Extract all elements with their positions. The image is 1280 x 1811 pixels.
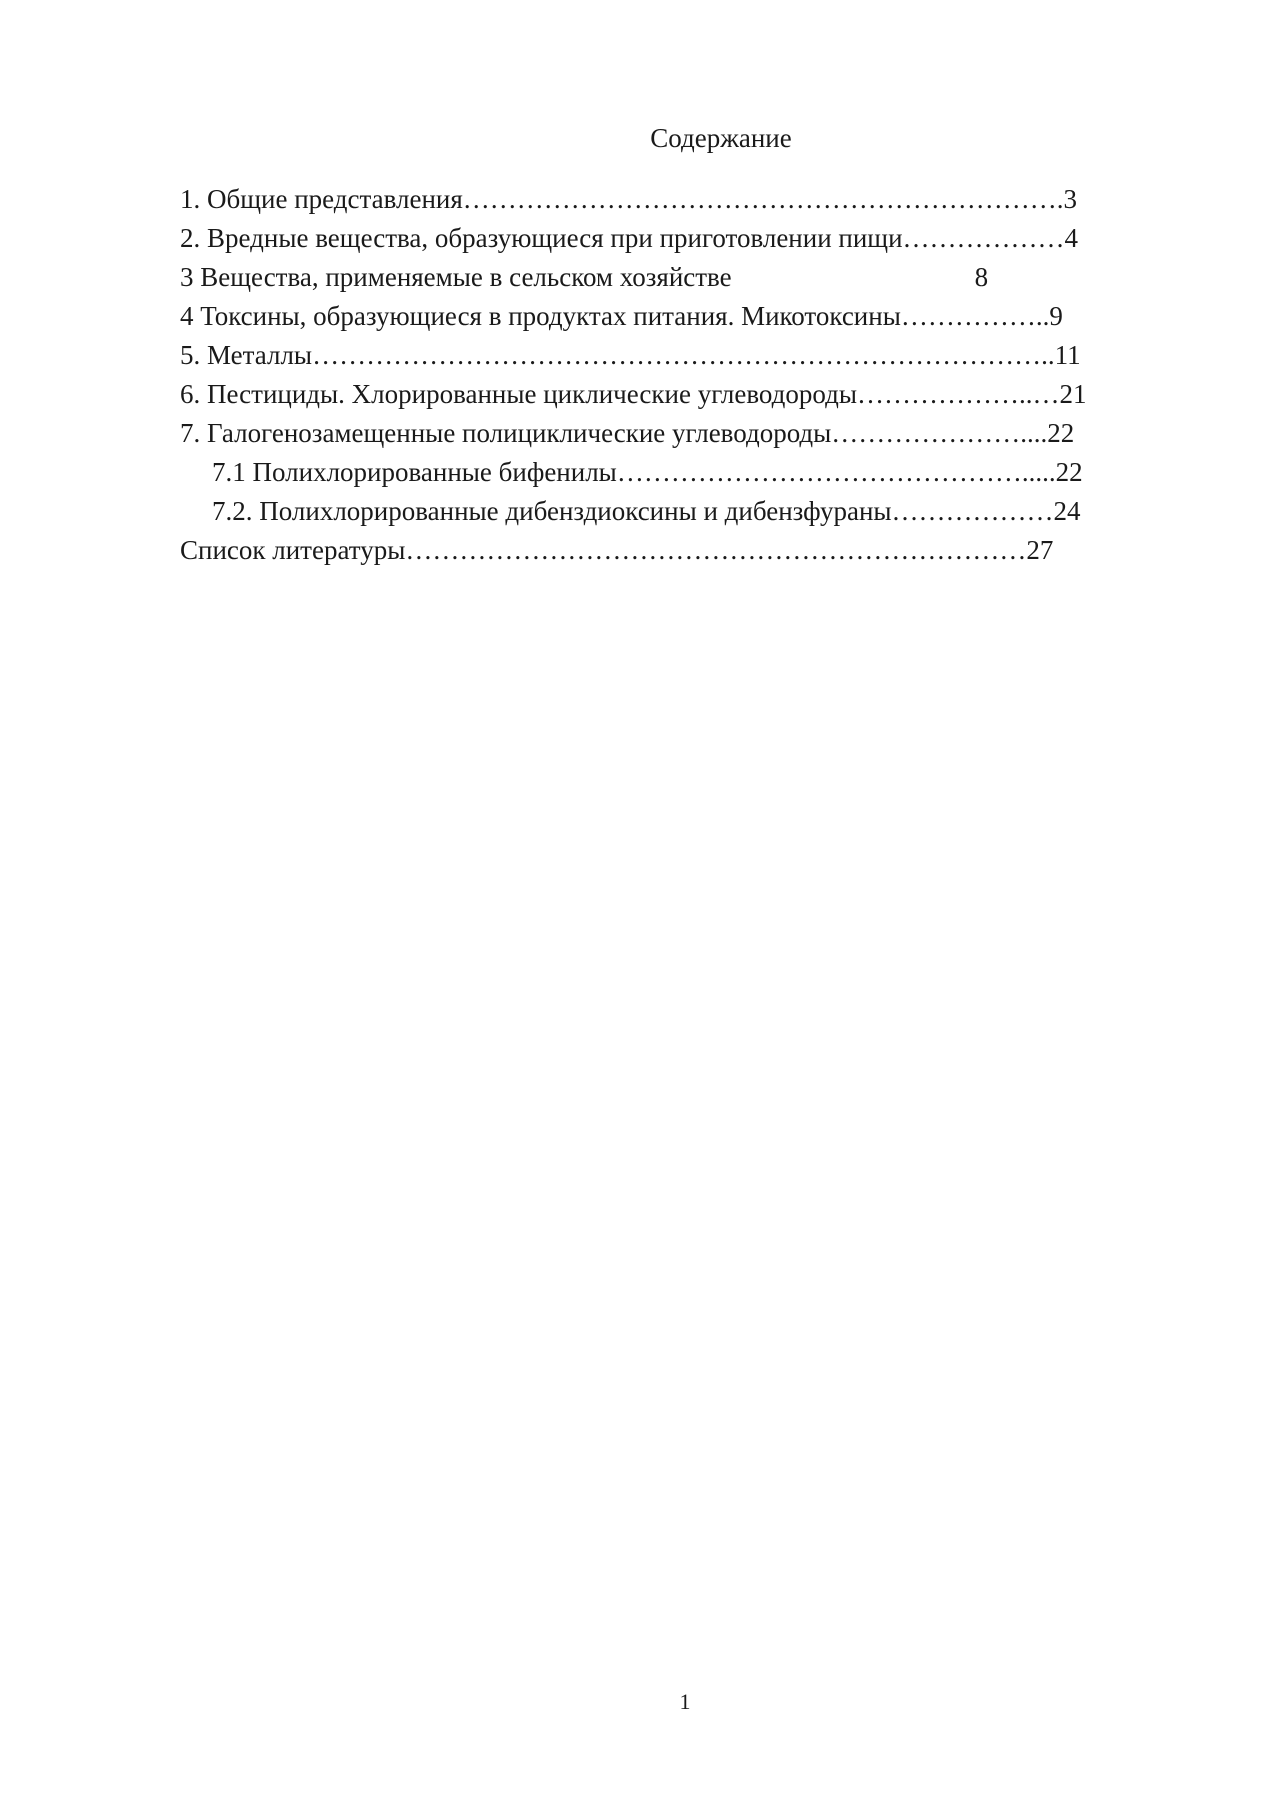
toc-entry: 6. Пестициды. Хлорированные циклические углеводороды………………..…21 [180, 379, 1087, 409]
toc-entry: 1. Общие представления………………………………………………………….3 [180, 184, 1078, 214]
toc-title: Содержание [650, 123, 792, 153]
page-number: 1 [679, 1689, 691, 1714]
toc-entry: 3 Вещества, применяемые в сельском хозяйстве 8 [180, 262, 989, 292]
toc-entry: 7. Галогенозамещенные полициклические углеводороды…………………....22 [180, 418, 1075, 448]
table-of-contents [180, 180, 1190, 570]
toc-entry: 2. Вредные вещества, образующиеся при приготовлении пищи………………4 [180, 223, 1079, 253]
toc-entry: 5. Металлы………………………………………………………………………..11 [180, 340, 1081, 370]
toc-entry: 4 Токсины, образующиеся в продуктах питания. Микотоксины……………..9 [180, 301, 1063, 331]
toc-subentry: 7.1 Полихлорированные бифенилы……………………………………….....22 [212, 457, 1083, 487]
toc-entry: Список литературы……………………………………………………………27 [180, 535, 1054, 565]
toc-subentry: 7.2. Полихлорированные дибенздиоксины и дибензфураны………………24 [212, 496, 1081, 526]
